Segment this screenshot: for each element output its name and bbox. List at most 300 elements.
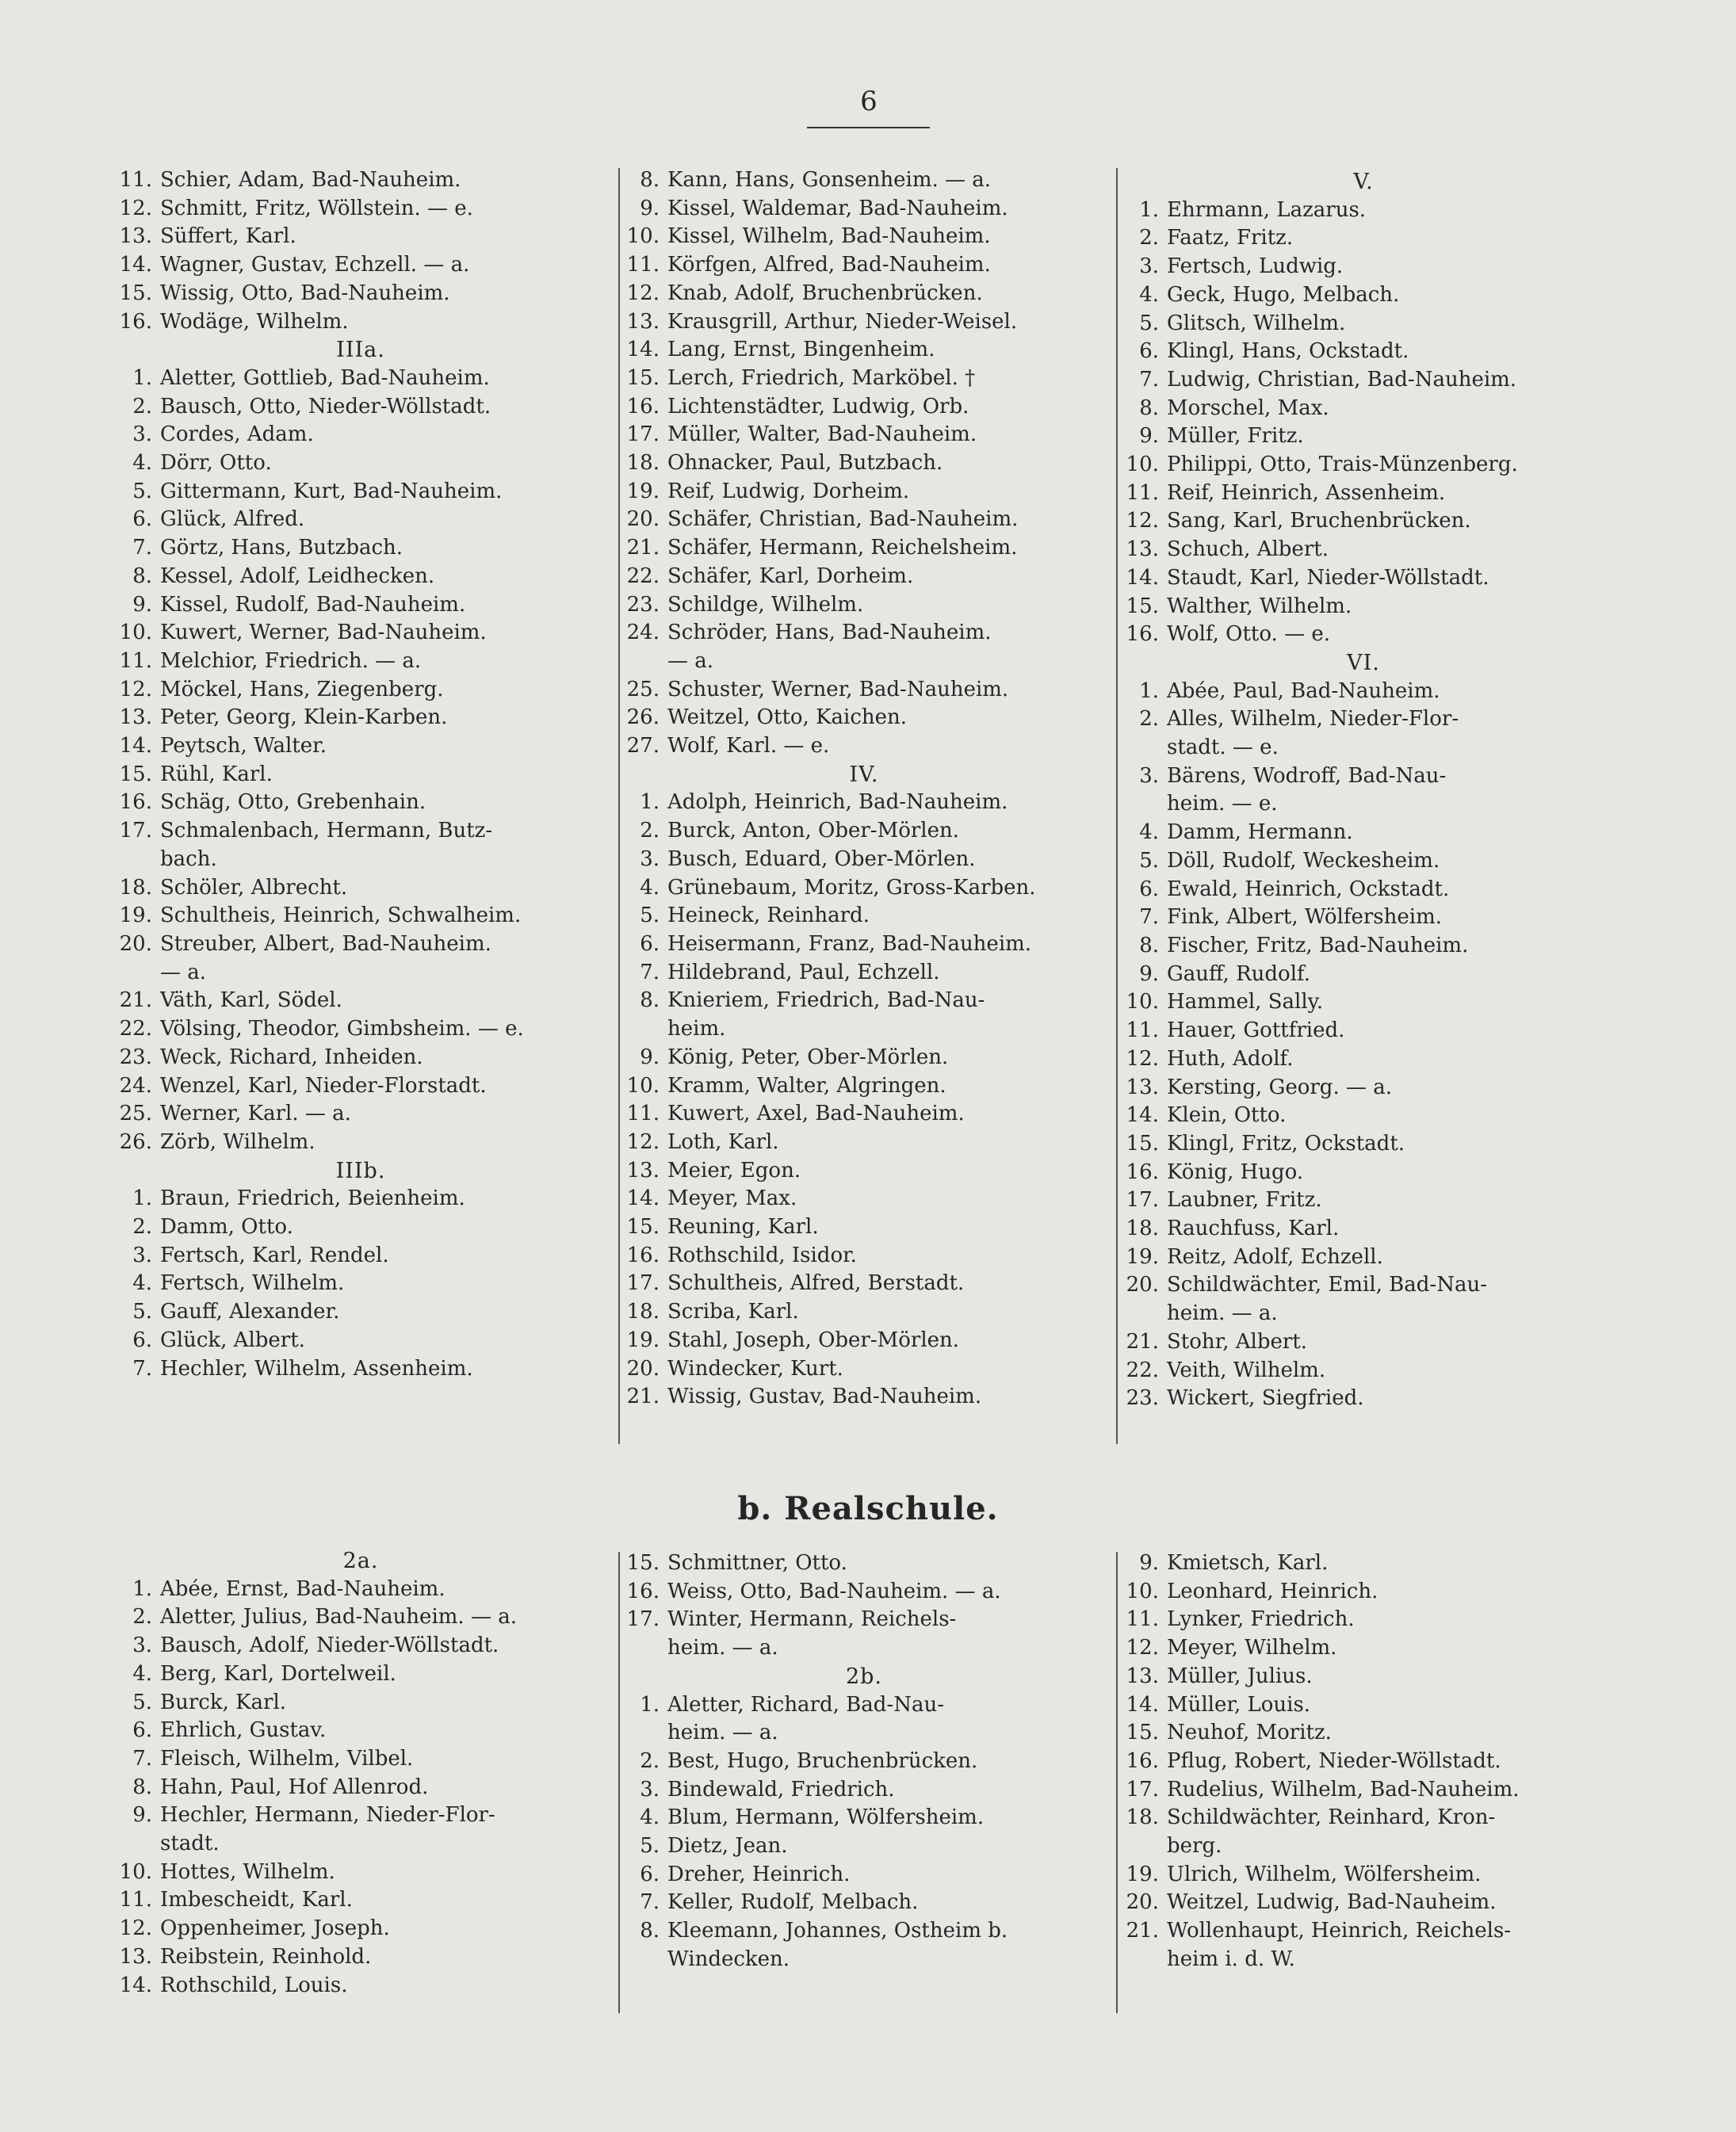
student-entry bbox=[1118, 1549, 1609, 1578]
entry-continuation: — a. bbox=[667, 648, 714, 673]
entry-text: Hottes, Wilhelm. bbox=[160, 1859, 335, 1884]
student-entry bbox=[1118, 1385, 1609, 1413]
entry-number: 1. bbox=[1139, 197, 1159, 222]
entry-text: Ewald, Heinrich, Ockstadt. bbox=[1167, 877, 1450, 901]
entry-text: Rudelius, Wilhelm, Bad-Nauheim. bbox=[1167, 1777, 1520, 1802]
entry-number: 17. bbox=[626, 1607, 660, 1632]
entry-text: Rühl, Karl. bbox=[160, 762, 273, 786]
entry-number: 14. bbox=[1126, 1692, 1159, 1717]
entry-number: 4. bbox=[640, 1805, 660, 1830]
entry-text: Kissel, Wilhelm, Bad-Nauheim. bbox=[667, 224, 991, 249]
entry-number: 7. bbox=[132, 1356, 152, 1381]
entry-number: 4. bbox=[640, 875, 660, 900]
entry-text: Kann, Hans, Gonsenheim. — a. bbox=[667, 168, 992, 192]
student-entry bbox=[1118, 932, 1609, 961]
entry-continuation: stadt. bbox=[160, 1832, 220, 1856]
entry-number: 21. bbox=[119, 988, 152, 1013]
student-entry bbox=[111, 619, 610, 648]
entry-text: Schmalenbach, Hermann, Butz- bbox=[160, 819, 493, 843]
entry-text: Reitz, Adolf, Echzell. bbox=[1167, 1244, 1383, 1269]
student-entry bbox=[111, 1689, 610, 1717]
entry-text: Fertsch, Karl, Rendel. bbox=[160, 1243, 389, 1267]
student-entry bbox=[111, 1355, 610, 1384]
student-entry bbox=[618, 817, 1110, 846]
student-entry bbox=[1118, 1045, 1609, 1074]
top-column-1 bbox=[111, 166, 610, 1383]
entry-text: Abée, Paul, Bad-Nauheim. bbox=[1167, 678, 1440, 703]
class-heading: V. bbox=[1353, 170, 1374, 194]
student-entry bbox=[618, 1298, 1110, 1327]
entry-continuation: — a. bbox=[160, 960, 207, 984]
entry-text: Wodäge, Wilhelm. bbox=[160, 309, 349, 334]
student-entry bbox=[618, 1044, 1110, 1072]
entry-text: Heineck, Reinhard. bbox=[667, 904, 870, 928]
student-entry bbox=[618, 959, 1110, 988]
entry-number: 1. bbox=[1139, 678, 1159, 703]
entry-text: Gauff, Alexander. bbox=[160, 1300, 340, 1324]
entry-number: 15. bbox=[1126, 594, 1159, 618]
class-heading: VI. bbox=[1347, 650, 1380, 675]
student-entry bbox=[1118, 1917, 1609, 1946]
entry-number: 19. bbox=[1126, 1862, 1159, 1886]
entry-number: 13. bbox=[1126, 1664, 1159, 1688]
entry-number: 11. bbox=[119, 1888, 152, 1912]
entry-number: 27. bbox=[626, 734, 660, 758]
entry-text: Keller, Rudolf, Melbach. bbox=[667, 1890, 919, 1915]
entry-text: Gauff, Rudolf. bbox=[1167, 961, 1310, 986]
entry-text: Best, Hugo, Bruchenbrücken. bbox=[667, 1748, 978, 1773]
entry-number: 9. bbox=[1139, 424, 1159, 449]
student-entry bbox=[1118, 451, 1609, 480]
entry-number: 14. bbox=[626, 338, 660, 362]
student-entry bbox=[1118, 1578, 1609, 1607]
entry-text: Huth, Adolf. bbox=[1167, 1046, 1294, 1071]
student-entry bbox=[618, 365, 1110, 393]
student-entry bbox=[618, 732, 1110, 761]
student-entry bbox=[618, 166, 1110, 195]
student-entry bbox=[618, 619, 1110, 648]
student-entry bbox=[1118, 1719, 1609, 1748]
entry-number: 19. bbox=[626, 479, 660, 503]
entry-text: Ohnacker, Paul, Butzbach. bbox=[667, 451, 943, 476]
entry-text: Reif, Ludwig, Dorheim. bbox=[667, 479, 910, 503]
entry-text: Müller, Louis. bbox=[1167, 1692, 1311, 1717]
entry-number: 17. bbox=[1126, 1777, 1159, 1802]
entry-number: 16. bbox=[626, 1243, 660, 1267]
student-entry bbox=[618, 1327, 1110, 1355]
student-entry bbox=[1118, 310, 1609, 338]
entry-number: 5. bbox=[132, 1300, 152, 1324]
entry-text: Cordes, Adam. bbox=[160, 422, 314, 447]
student-entry bbox=[618, 987, 1110, 1015]
student-entry bbox=[618, 1270, 1110, 1298]
entry-text: Wolf, Otto. — e. bbox=[1167, 622, 1331, 647]
entry-text: Schäfer, Christian, Bad-Nauheim. bbox=[667, 507, 1019, 532]
entry-text: Schröder, Hans, Bad-Nauheim. bbox=[667, 621, 992, 645]
student-entry bbox=[1118, 847, 1609, 876]
entry-number: 26. bbox=[626, 705, 660, 730]
entry-number: 6. bbox=[132, 1718, 152, 1743]
entry-number: 17. bbox=[626, 1271, 660, 1296]
student-entry bbox=[111, 534, 610, 563]
entry-number: 2. bbox=[132, 394, 152, 418]
student-entry bbox=[111, 166, 610, 195]
entry-text: Meier, Egon. bbox=[667, 1158, 801, 1183]
entry-text: Hahn, Paul, Hof Allenrod. bbox=[160, 1775, 429, 1799]
entry-text: Neuhof, Moritz. bbox=[1167, 1721, 1332, 1745]
student-entry bbox=[1118, 1244, 1609, 1272]
section-title-realschule: b. Realschule. bbox=[737, 1490, 999, 1527]
entry-number: 4. bbox=[132, 451, 152, 476]
student-entry bbox=[111, 648, 610, 676]
class-heading: 2a. bbox=[342, 1549, 379, 1573]
entry-text: Bausch, Adolf, Nieder-Wöllstadt. bbox=[160, 1633, 499, 1658]
entry-text: Wissig, Gustav, Bad-Nauheim. bbox=[667, 1385, 982, 1409]
entry-number: 15. bbox=[119, 762, 152, 786]
entry-number: 16. bbox=[626, 1579, 660, 1603]
entry-text: Schier, Adam, Bad-Nauheim. bbox=[160, 168, 461, 192]
entry-text: Damm, Otto. bbox=[160, 1215, 293, 1240]
student-entry bbox=[111, 1802, 610, 1830]
entry-text: Zörb, Wilhelm. bbox=[160, 1129, 315, 1154]
entry-number: 10. bbox=[1126, 453, 1159, 477]
entry-text: Wolf, Karl. — e. bbox=[667, 734, 830, 758]
student-entry bbox=[1118, 1328, 1609, 1357]
student-entry bbox=[111, 1774, 610, 1802]
entry-number: 23. bbox=[626, 592, 660, 617]
entry-number: 21. bbox=[1126, 1329, 1159, 1354]
entry-number: 12. bbox=[1126, 1636, 1159, 1660]
student-entry bbox=[111, 223, 610, 251]
entry-number: 20. bbox=[119, 931, 152, 956]
entry-number: 8. bbox=[1139, 395, 1159, 420]
student-entry bbox=[1118, 593, 1609, 621]
student-entry bbox=[111, 1298, 610, 1327]
entry-number: 24. bbox=[119, 1073, 152, 1098]
entry-number: 22. bbox=[626, 564, 660, 588]
entry-number: 4. bbox=[132, 1661, 152, 1686]
student-entry bbox=[1118, 621, 1609, 649]
entry-continuation: berg. bbox=[1167, 1834, 1222, 1859]
student-entry bbox=[1118, 197, 1609, 225]
entry-continuation: heim. — a. bbox=[1167, 1301, 1278, 1326]
student-entry bbox=[111, 1972, 610, 2000]
entry-number: 1. bbox=[640, 790, 660, 815]
entry-text: Aletter, Richard, Bad-Nau- bbox=[667, 1692, 944, 1717]
student-entry bbox=[618, 676, 1110, 705]
student-entry bbox=[618, 846, 1110, 874]
entry-number: 9. bbox=[132, 592, 152, 617]
entry-text: Lichtenstädter, Ludwig, Orb. bbox=[667, 394, 969, 418]
entry-number: 20. bbox=[1126, 1890, 1159, 1915]
student-entry bbox=[1118, 1074, 1609, 1102]
entry-text: Bindewald, Friedrich. bbox=[667, 1777, 895, 1802]
student-entry bbox=[111, 761, 610, 789]
student-entry bbox=[111, 1915, 610, 1943]
student-entry bbox=[1118, 1606, 1609, 1634]
student-entry bbox=[111, 1576, 610, 1604]
entry-continuation: heim. — e. bbox=[1167, 792, 1278, 816]
entry-number: 25. bbox=[626, 677, 660, 701]
entry-text: Kmietsch, Karl. bbox=[1167, 1551, 1329, 1575]
entry-text: Streuber, Albert, Bad-Nauheim. bbox=[160, 931, 491, 956]
entry-number: 10. bbox=[1126, 1579, 1159, 1603]
entry-number: 1. bbox=[640, 1692, 660, 1717]
student-entry bbox=[618, 1804, 1110, 1832]
entry-number: 19. bbox=[119, 904, 152, 928]
entry-text: Wickert, Siegfried. bbox=[1167, 1386, 1364, 1411]
entry-text: Müller, Fritz. bbox=[1167, 424, 1304, 449]
entry-number: 20. bbox=[1126, 1273, 1159, 1297]
student-entry bbox=[1118, 281, 1609, 310]
student-entry bbox=[618, 1213, 1110, 1242]
entry-text: Staudt, Karl, Nieder-Wöllstadt. bbox=[1167, 565, 1489, 590]
student-entry bbox=[1118, 988, 1609, 1017]
student-entry bbox=[1118, 904, 1609, 932]
student-entry bbox=[111, 1044, 610, 1072]
student-entry bbox=[618, 1889, 1110, 1917]
entry-number: 5. bbox=[1139, 311, 1159, 335]
student-entry bbox=[618, 1578, 1110, 1607]
entry-text: Rothschild, Isidor. bbox=[667, 1243, 857, 1267]
entry-text: Abée, Ernst, Bad-Nauheim. bbox=[160, 1576, 445, 1601]
student-entry bbox=[111, 1270, 610, 1298]
entry-text: Loth, Karl. bbox=[667, 1129, 779, 1154]
entry-text: Alles, Wilhelm, Nieder-Flor- bbox=[1167, 707, 1459, 732]
entry-number: 4. bbox=[1139, 282, 1159, 307]
entry-continuation: bach. bbox=[160, 846, 217, 871]
entry-text: Reibstein, Reinhold. bbox=[160, 1944, 372, 1969]
entry-number: 2. bbox=[640, 819, 660, 843]
entry-text: Wollenhaupt, Heinrich, Reichels- bbox=[1167, 1919, 1512, 1943]
entry-text: Pflug, Robert, Nieder-Wöllstadt. bbox=[1167, 1748, 1501, 1773]
entry-number: 8. bbox=[132, 564, 152, 588]
student-entry bbox=[111, 365, 610, 393]
entry-text: Peytsch, Walter. bbox=[160, 734, 327, 758]
entry-text: Hechler, Hermann, Nieder-Flor- bbox=[160, 1803, 495, 1828]
entry-text: Weiss, Otto, Bad-Nauheim. — a. bbox=[667, 1579, 1001, 1603]
entry-number: 12. bbox=[119, 196, 152, 220]
entry-text: Wenzel, Karl, Nieder-Florstadt. bbox=[160, 1073, 487, 1098]
entry-text: Glück, Alfred. bbox=[160, 507, 305, 532]
entry-text: Väth, Karl, Södel. bbox=[160, 988, 342, 1013]
entry-number: 12. bbox=[119, 1916, 152, 1941]
entry-text: Bärens, Wodroff, Bad-Nau- bbox=[1167, 763, 1447, 788]
student-entry bbox=[1118, 366, 1609, 395]
entry-continuation: Windecken. bbox=[667, 1947, 790, 1971]
student-entry bbox=[1118, 338, 1609, 366]
entry-text: Windecker, Kurt. bbox=[667, 1356, 843, 1381]
entry-text: Bausch, Otto, Nieder-Wöllstadt. bbox=[160, 394, 491, 418]
entry-text: Rauchfuss, Karl. bbox=[1167, 1217, 1340, 1241]
student-entry bbox=[618, 308, 1110, 337]
entry-text: Dörr, Otto. bbox=[160, 451, 272, 476]
entry-text: Melchior, Friedrich. — a. bbox=[160, 648, 422, 673]
bottom-column-3 bbox=[1118, 1549, 1609, 1974]
entry-text: Krausgrill, Arthur, Nieder-Weisel. bbox=[667, 309, 1018, 334]
student-entry bbox=[618, 1832, 1110, 1861]
student-entry bbox=[1118, 224, 1609, 253]
entry-number: 3. bbox=[132, 422, 152, 447]
student-entry bbox=[1118, 1215, 1609, 1244]
student-entry bbox=[111, 1015, 610, 1044]
entry-number: 5. bbox=[132, 479, 152, 503]
entry-number: 18. bbox=[1126, 1805, 1159, 1830]
entry-text: Rothschild, Louis. bbox=[160, 1973, 348, 1997]
entry-number: 3. bbox=[132, 1243, 152, 1267]
entry-text: Busch, Eduard, Ober-Mörlen. bbox=[667, 846, 976, 871]
student-entry bbox=[111, 1943, 610, 1972]
entry-text: Dreher, Heinrich. bbox=[667, 1862, 851, 1886]
student-entry bbox=[111, 1603, 610, 1632]
entry-text: Schuch, Albert. bbox=[1167, 537, 1329, 562]
entry-continuation: heim. — a. bbox=[667, 1636, 778, 1660]
student-entry bbox=[111, 930, 610, 959]
entry-text: Aletter, Gottlieb, Bad-Nauheim. bbox=[160, 365, 490, 390]
class-heading: 2b. bbox=[845, 1664, 883, 1689]
student-entry bbox=[618, 478, 1110, 506]
student-entry bbox=[618, 1861, 1110, 1889]
student-entry bbox=[111, 874, 610, 903]
student-entry bbox=[618, 251, 1110, 280]
entry-text: Glück, Albert. bbox=[160, 1328, 305, 1352]
page-number-rule bbox=[807, 127, 930, 128]
entry-number: 13. bbox=[119, 1944, 152, 1969]
entry-text: Lynker, Friedrich. bbox=[1167, 1607, 1355, 1632]
entry-number: 25. bbox=[119, 1102, 152, 1126]
student-entry bbox=[1118, 507, 1609, 536]
student-entry bbox=[111, 987, 610, 1015]
entry-text: Müller, Walter, Bad-Nauheim. bbox=[667, 422, 977, 447]
entry-number: 15. bbox=[626, 365, 660, 390]
entry-number: 12. bbox=[626, 1129, 660, 1154]
entry-text: Schildge, Wilhelm. bbox=[667, 592, 864, 617]
entry-text: Hauer, Gottfried. bbox=[1167, 1018, 1345, 1043]
student-entry bbox=[111, 251, 610, 280]
class-heading: IIIb. bbox=[335, 1158, 386, 1183]
entry-text: Knab, Adolf, Bruchenbrücken. bbox=[667, 281, 983, 305]
entry-continuation: stadt. — e. bbox=[1167, 736, 1279, 760]
entry-text: Ehrlich, Gustav. bbox=[160, 1718, 327, 1743]
entry-number: 2. bbox=[1139, 707, 1159, 732]
entry-number: 3. bbox=[132, 1633, 152, 1658]
entry-text: Möckel, Hans, Ziegenberg. bbox=[160, 677, 444, 701]
entry-number: 23. bbox=[119, 1045, 152, 1069]
entry-number: 14. bbox=[1126, 1103, 1159, 1128]
student-entry bbox=[618, 534, 1110, 563]
entry-text: Kleemann, Johannes, Ostheim b. bbox=[667, 1919, 1008, 1943]
entry-text: Schultheis, Alfred, Berstadt. bbox=[667, 1271, 965, 1296]
entry-number: 10. bbox=[626, 1073, 660, 1098]
student-entry bbox=[1118, 1271, 1609, 1300]
student-entry bbox=[618, 1129, 1110, 1157]
entry-number: 3. bbox=[1139, 763, 1159, 788]
entry-number: 10. bbox=[119, 1859, 152, 1884]
student-entry bbox=[1118, 480, 1609, 508]
entry-number: 15. bbox=[119, 281, 152, 305]
student-entry bbox=[111, 195, 610, 224]
entry-number: 12. bbox=[1126, 509, 1159, 533]
entry-number: 10. bbox=[1126, 990, 1159, 1014]
entry-number: 3. bbox=[1139, 254, 1159, 279]
class-heading: IIIa. bbox=[336, 338, 385, 363]
student-entry bbox=[111, 732, 610, 761]
entry-text: Braun, Friedrich, Beienheim. bbox=[160, 1186, 465, 1211]
student-entry bbox=[111, 1242, 610, 1270]
entry-number: 19. bbox=[1126, 1244, 1159, 1269]
entry-number: 14. bbox=[119, 253, 152, 277]
page-number: 6 bbox=[860, 86, 878, 117]
entry-number: 15. bbox=[1126, 1131, 1159, 1156]
entry-text: Ludwig, Christian, Bad-Nauheim. bbox=[1167, 367, 1517, 392]
entry-number: 8. bbox=[640, 168, 660, 192]
student-entry bbox=[618, 1072, 1110, 1101]
entry-text: Weitzel, Otto, Kaichen. bbox=[667, 705, 908, 730]
entry-text: Völsing, Theodor, Gimbsheim. — e. bbox=[160, 1017, 524, 1041]
entry-text: Schuster, Werner, Bad-Nauheim. bbox=[667, 677, 1009, 701]
top-column-2 bbox=[618, 166, 1110, 1412]
entry-text: Glitsch, Wilhelm. bbox=[1167, 311, 1346, 335]
entry-number: 3. bbox=[640, 1777, 660, 1802]
entry-text: Morschel, Max. bbox=[1167, 395, 1329, 420]
student-entry bbox=[618, 506, 1110, 534]
entry-text: Reif, Heinrich, Assenheim. bbox=[1167, 480, 1446, 505]
entry-continuation: heim. — a. bbox=[667, 1721, 778, 1745]
student-entry bbox=[618, 902, 1110, 930]
entry-text: Veith, Wilhelm. bbox=[1167, 1358, 1326, 1382]
student-entry bbox=[111, 563, 610, 591]
entry-number: 8. bbox=[132, 1775, 152, 1799]
student-entry bbox=[1118, 961, 1609, 989]
entry-text: Heisermann, Franz, Bad-Nauheim. bbox=[667, 931, 1032, 956]
student-entry bbox=[111, 449, 610, 478]
student-entry bbox=[111, 1129, 610, 1157]
entry-text: Müller, Julius. bbox=[1167, 1664, 1313, 1688]
student-entry bbox=[111, 1072, 610, 1101]
entry-number: 14. bbox=[626, 1186, 660, 1211]
entry-text: Lang, Ernst, Bingenheim. bbox=[667, 338, 935, 362]
entry-text: Meyer, Wilhelm. bbox=[1167, 1636, 1337, 1660]
student-entry bbox=[618, 280, 1110, 308]
student-entry bbox=[1118, 1130, 1609, 1159]
entry-number: 13. bbox=[119, 224, 152, 249]
student-entry bbox=[1118, 1017, 1609, 1045]
entry-number: 6. bbox=[640, 931, 660, 956]
entry-text: Döll, Rudolf, Weckesheim. bbox=[1167, 848, 1440, 873]
student-entry bbox=[618, 1383, 1110, 1412]
entry-text: Burck, Karl. bbox=[160, 1690, 287, 1714]
entry-text: Schäfer, Hermann, Reichelsheim. bbox=[667, 536, 1018, 560]
entry-number: 13. bbox=[626, 309, 660, 334]
entry-text: Burck, Anton, Ober-Mörlen. bbox=[667, 819, 959, 843]
student-entry bbox=[1118, 1663, 1609, 1691]
student-entry bbox=[1118, 422, 1609, 451]
entry-number: 22. bbox=[119, 1017, 152, 1041]
entry-number: 18. bbox=[626, 451, 660, 476]
entry-number: 21. bbox=[626, 536, 660, 560]
entry-text: Kissel, Waldemar, Bad-Nauheim. bbox=[667, 196, 1008, 220]
student-entry bbox=[618, 591, 1110, 620]
entry-number: 14. bbox=[119, 1973, 152, 1997]
entry-text: Schäfer, Karl, Dorheim. bbox=[667, 564, 914, 588]
student-entry bbox=[618, 1776, 1110, 1805]
entry-text: Wissig, Otto, Bad-Nauheim. bbox=[160, 281, 450, 305]
entry-number: 7. bbox=[132, 536, 152, 560]
entry-number: 21. bbox=[626, 1385, 660, 1409]
entry-text: Faatz, Fritz. bbox=[1167, 226, 1294, 250]
student-entry bbox=[618, 1100, 1110, 1129]
student-entry bbox=[1118, 1776, 1609, 1805]
